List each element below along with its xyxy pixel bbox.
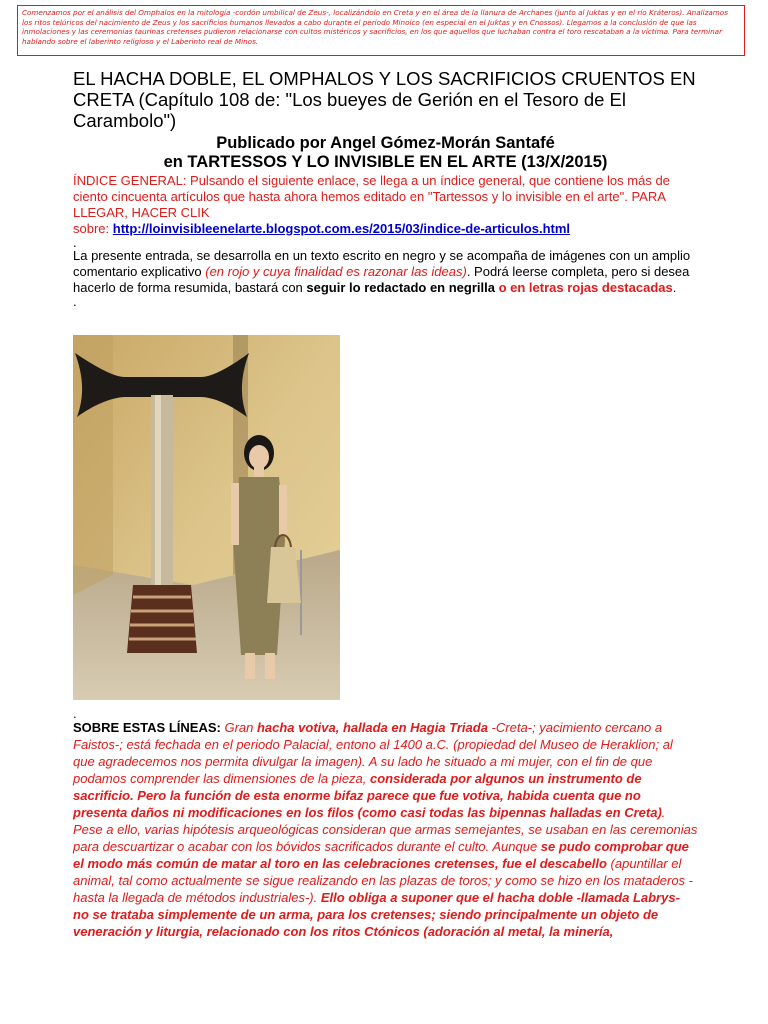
- separator-dot: .: [73, 235, 77, 250]
- caption-text-2: -Creta-; yacimiento cercano a Faistos-; está fechada en el periodo Palacial, entono al 1400 a.C. (propiedad del Museo de Heraklion; al que agradecemos nos permita divulgar la imagen). A su lado he situado a mi mujer, con el fin de que podamos comprender las dimensiones de la pieza,: [73, 720, 673, 786]
- abstract-text: Comenzamos por el análisis del Omphalos en la mitología -cordón umbilical de Zeus-, localizándolo en Creta y en el área de la llanura de Archanes (junto al Juktas y en el río Kráteros). Analizamos los ritos telúricos del nacimiento de Zeus y los sacrificios humanos llevados a cabo durante el periodo Minoico (en especial en el Juktas y en Cnossos). Llegamos a la conclusión de que las inmolaciones y las ceremonias taurinas cretenses pudieron relacionarse con cultos mistéricos y sacrificios, en los que aquellos que luchaban contra el toro rescataban a la víctima. Para terminar hablando sobre el laberinto religioso y el Laberinto real de Minos.: [22, 8, 728, 46]
- caption-lead: SOBRE ESTAS LÍNEAS:: [73, 720, 225, 735]
- index-sobre: sobre:: [73, 221, 113, 236]
- index-text: ÍNDICE GENERAL: Pulsando el siguiente enlace, se llega a un índice general, que contiene los más de ciento cincuenta artículos que hasta ahora hemos editado en "Tartessos y lo invisible en el arte". PARA LLEGAR, HACER CLIK: [73, 173, 670, 220]
- intro-red-bold: o en letras rojas destacadas: [494, 280, 673, 295]
- byline-blog: en TARTESSOS Y LO INVISIBLE EN EL ARTE (13/X/2015): [163, 153, 608, 171]
- index-link[interactable]: http://loinvisibleenelarte.blogspot.com.es/2015/03/indice-de-articulos.html: [112, 221, 571, 236]
- caption-paragraph: [73, 719, 698, 940]
- separator-dot: .: [73, 294, 77, 309]
- caption-bold-4: Ello obliga a suponer que el hacha doble -llamada Labrys- no se trataba simplemente de un arma, para los cretenses; siendo principalmente un objeto de veneración y liturgia, relacionado con los ritos Ctónicos (adoración al metal, la minería,: [73, 890, 680, 939]
- intro-text-2: . Podrá leerse completa, pero si desea hacerlo de forma resumida, bastará con: [73, 264, 690, 295]
- article-header: [73, 68, 698, 307]
- caption-bold-1: hacha votiva, hallada en Hagia Triada: [256, 720, 488, 735]
- caption-text-4: (apuntillar el animal, tal como actualmente se sigue realizando en las plazas de toros; y como se hizo en los mataderos -hasta la llegada de métodos industriales-).: [73, 856, 693, 905]
- byline: [73, 134, 698, 172]
- photo-illustration: [73, 335, 340, 700]
- index-paragraph: [73, 173, 698, 237]
- intro-red-note: (en rojo y cuya finalidad es razonar las ideas): [205, 264, 467, 279]
- intro-end: .: [672, 280, 677, 295]
- intro-paragraph: [73, 248, 698, 296]
- abstract-box: [17, 5, 745, 56]
- caption-text-1: Gran: [224, 720, 257, 735]
- intro-bold: seguir lo redactado en negrilla: [306, 280, 495, 295]
- caption-bold-3: se pudo comprobar que el modo más común de matar al toro en las celebraciones cretenses, fue el descabello: [73, 839, 689, 871]
- caption-text-3: . Pese a ello, varias hipótesis arqueológicas consideran que armas semejantes, se usaban en las ceremonias para descuartizar o acabar con los bóvidos sacrificados durante el culto. Aunque: [73, 805, 698, 854]
- byline-author: Publicado por Angel Gómez-Morán Santafé: [216, 134, 555, 152]
- photo-caption: [73, 708, 698, 940]
- separator-dot: .: [73, 706, 77, 721]
- page-title: EL HACHA DOBLE, EL OMPHALOS Y LOS SACRIFICIOS CRUENTOS EN CRETA (Capítulo 108 de: "Los bueyes de Gerión en el Tesoro de El Carambolo"): [73, 68, 696, 131]
- double-axe-photo: [73, 335, 340, 700]
- caption-bold-2: considerada por algunos un instrumento de sacrificio. Pero la función de esta enorme bifaz parece que fue votiva, habida cuenta que no presenta daños ni modificaciones en los filos (como casi todas las bipennas halladas en Creta): [73, 771, 662, 820]
- intro-text-1: La presente entrada, se desarrolla en un texto escrito en negro y se acompaña de imágenes con un amplio comentario explicativo: [73, 248, 691, 279]
